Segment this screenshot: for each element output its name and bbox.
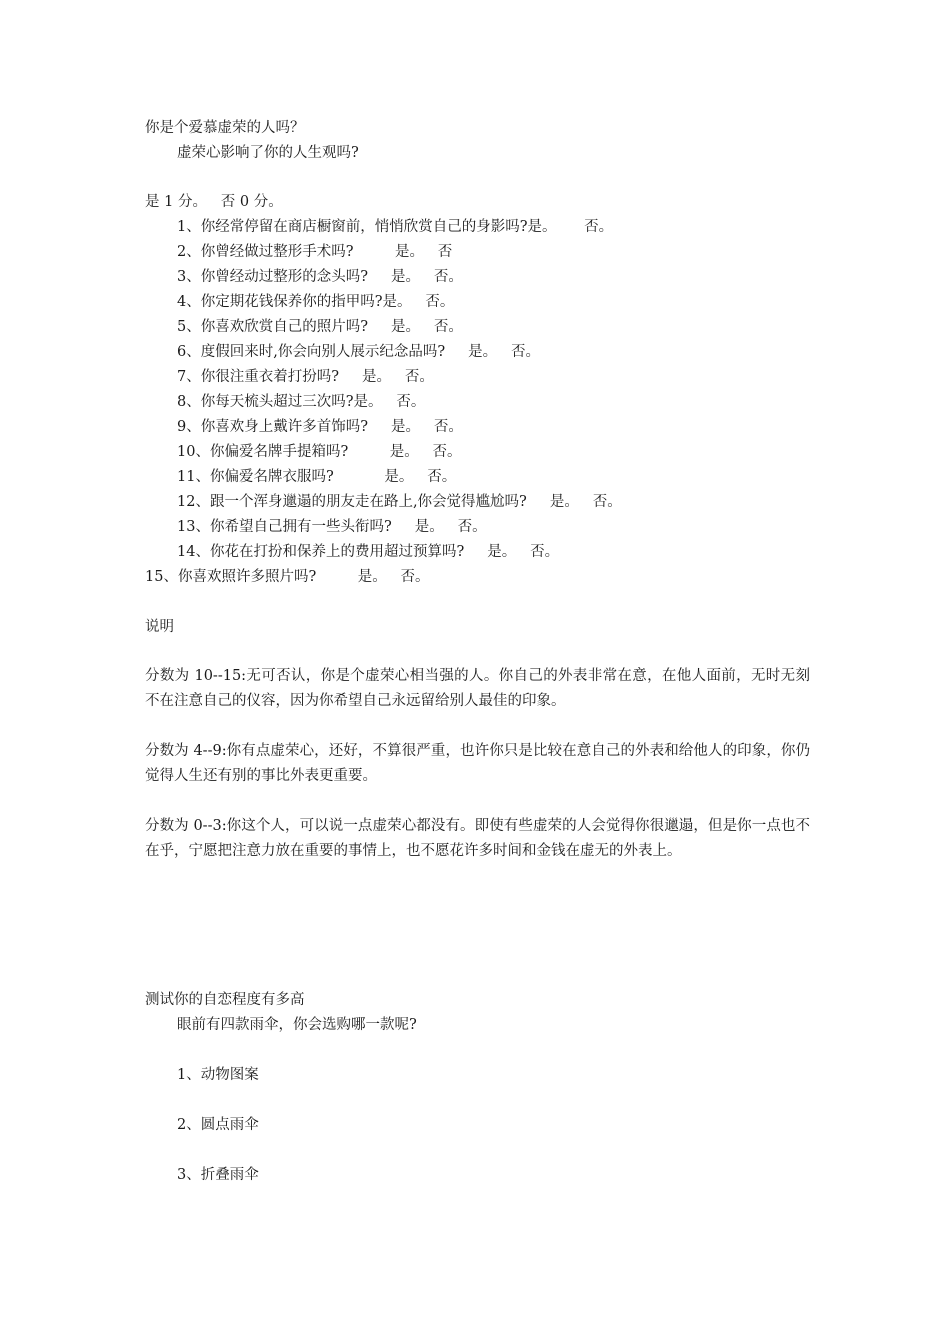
scoring-rule: 是 1 分。 否 0 分。 xyxy=(145,194,283,210)
question-2: 2、你曾经做过整形手术吗? 是。 否 xyxy=(177,244,453,260)
question-11: 11、你偏爱名牌衣服吗? 是。 否。 xyxy=(177,469,457,485)
question-14: 14、你花在打扮和保养上的费用超过预算吗? 是。 否。 xyxy=(177,544,560,560)
option-2: 2、圆点雨伞 xyxy=(177,1117,259,1133)
question-4: 4、你定期花钱保养你的指甲吗?是。 否。 xyxy=(177,294,455,310)
question-7: 7、你很注重衣着打扮吗? 是。 否。 xyxy=(177,369,434,385)
question-12: 12、跟一个浑身邋遢的朋友走在路上,你会觉得尴尬吗? 是。 否。 xyxy=(177,494,622,510)
question-6: 6、度假回来时,你会向别人展示纪念品吗? 是。 否。 xyxy=(177,344,540,360)
question-3: 3、你曾经动过整形的念头吗? 是。 否。 xyxy=(177,269,463,285)
option-3: 3、折叠雨伞 xyxy=(177,1167,259,1183)
result-low: 分数为 0--3:你这个人，可以说一点虚荣心都没有。即使有些虚荣的人会觉得你很邋遢，但是你一点也不在乎，宁愿把注意力放在重要的事情上，也不愿花许多时间和金钱在虚无的外表上。 xyxy=(145,818,810,859)
result-high: 分数为 10--15:无可否认，你是个虚荣心相当强的人。你自己的外表非常在意，在他人面前，无时无刻不在注意自己的仪容，因为你希望自己永远留给别人最佳的印象。 xyxy=(145,668,810,709)
question-13: 13、你希望自己拥有一些头衔吗? 是。 否。 xyxy=(177,519,487,535)
question-5: 5、你喜欢欣赏自己的照片吗? 是。 否。 xyxy=(177,319,463,335)
question-10: 10、你偏爱名牌手提箱吗? 是。 否。 xyxy=(177,444,462,460)
explanation-heading: 说明 xyxy=(145,619,174,635)
document-page xyxy=(145,0,815,1344)
option-1: 1、动物图案 xyxy=(177,1067,259,1083)
question-8: 8、你每天梳头超过三次吗?是。 否。 xyxy=(177,394,426,410)
question-9: 9、你喜欢身上戴许多首饰吗? 是。 否。 xyxy=(177,419,463,435)
section1-subtitle: 虚荣心影响了你的人生观吗? xyxy=(177,145,359,161)
section2-title: 测试你的自恋程度有多高 xyxy=(145,992,305,1008)
section2-question: 眼前有四款雨伞，你会选购哪一款呢? xyxy=(177,1017,417,1033)
question-15: 15、你喜欢照许多照片吗? 是。 否。 xyxy=(145,569,430,585)
section1-title: 你是个爱慕虚荣的人吗？ xyxy=(145,120,305,136)
question-1: 1、你经常停留在商店橱窗前，悄悄欣赏自己的身影吗?是。 否。 xyxy=(177,219,614,235)
result-medium: 分数为 4--9:你有点虚荣心，还好，不算很严重，也许你只是比较在意自己的外表和给他人的印象，你仍觉得人生还有别的事比外表更重要。 xyxy=(145,743,810,784)
